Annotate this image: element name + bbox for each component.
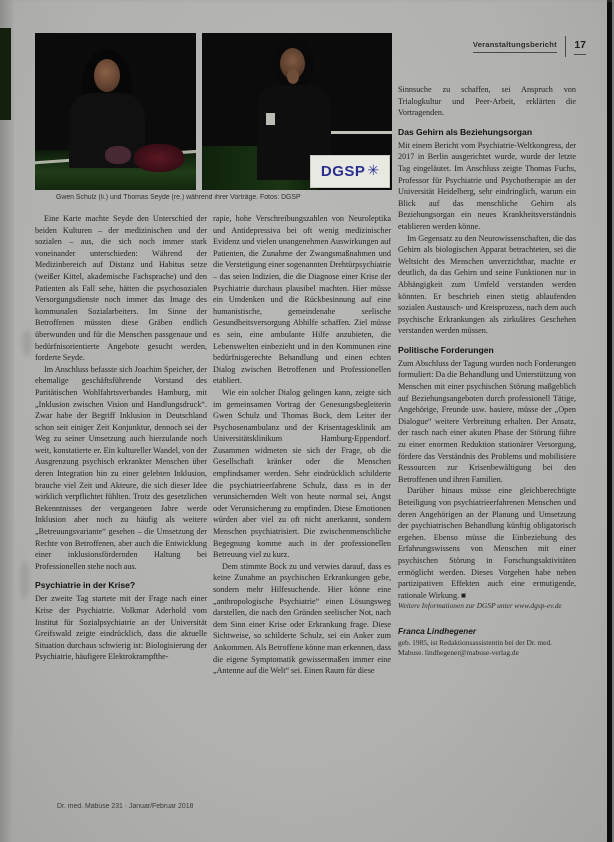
body-paragraph: Im Gegensatz zu den Neurowissenschaften, die das Gehirn als biologischen Apparat betrachteten, sei die Weltsicht des Menschen unverzichtbar, machte er deutlich, da das Gehirn und seine Funktionen nur in Abhängigkeit zum Umfeld verstanden werden könnten. Er beschrieb einen stetig ablaufenden sozialen Austausch- und Kreisprozess, nach dem auch psychische Erkrankungen als zirkuläres Geschehen verstanden werden müssen. [398, 233, 576, 336]
author-block [398, 626, 576, 657]
scan-left-edge [0, 0, 14, 842]
header-divider [565, 36, 567, 57]
text-column-3 [398, 84, 576, 657]
photo-thomas-seyde [202, 33, 392, 190]
photo-caption: Gwen Schulz (li.) und Thomas Seyde (re.) während ihrer Vorträge. Fotos: DGSP [56, 194, 301, 201]
subheading-gehirn-als-beziehungsorgan: Das Gehirn als Beziehungsorgan [398, 126, 533, 137]
body-paragraph: Der zweite Tag startete mit der Frage nach einer Krise der Psychiatrie. Volkmar Aderhold vom Institut für Sozialpsychiatrie an der Universität Greifswald zeigte eindrücklich, dass die aktuelle Situation durchaus schwierig ist: Biologisierung der Psychiatrie, häufigere Elektrokrampfthe- [35, 594, 207, 662]
text-column-2 [213, 213, 391, 677]
dgsp-star-icon: ✳ [367, 163, 380, 179]
speaker-face [94, 59, 120, 92]
imprint-line: Dr. med. Mabuse 231 · Januar/Februar 2018 [57, 803, 194, 810]
body-paragraph: rapie, hohe Verschreibungszahlen von Neuroleptika und Antidepressiva bei oft wenig medizinischer Evidenz und vielen unangenehmen Auswirkungen auf Patienten, die Zunahme der Zwangsmaßnahmen und die Verstetigung einer sogenannten Drehtürpsychiatrie – das seien Indizien, die die Diagnose einer Krise der Psychiatrie durchaus plausibel machten. Hier müsse ein Umdenken und die Rückbesinnung auf eine humanistische, gemeindenahe seelische Gesundheitsversorgung Abhilfe schaffen. Ziel müsse es sein, eine ambulante Hilfe anzubieten, die Lebenswelten einbezieht und in den Kommunen eine bedürfnisgerechte Behandlung und einen echten Dialog zwischen Betroffenen und Professionellen etabliert. [213, 214, 391, 386]
body-paragraph: Mit einem Bericht vom Psychiatrie-Weltkongress, der 2017 in Berlin ausgerichtet wurde, wurde der letzte Tag eingeläutet. Im Anschluss zeigte Thomas Fuchs, Professor für Psychiatrie und Psychotherapie an der Universität Heidelberg, sehr eindringlich, warum ein Blick auf das menschliche Gehirn als Beziehungsorgan ein neues Krankheitsverständnis etablieren werden könne. [398, 140, 576, 231]
dgsp-logo-text: DGSP [320, 163, 366, 180]
body-paragraph: Wie ein solcher Dialog gelingen kann, zeigte sich im gemeinsamen Vortrag der Genesungsbegleiterin Gwen Schulz und Thomas Bock, dem Leiter der Psychosenambulanz und der Krisentagesklinik am Universitätsklinikum Hamburg-Eppendorf. Zusammen widmeten sie sich der Frage, ob die Gesellschaft kränker oder die Menschen empfindsamer werden. Sehr eindrücklich schilderte die psychiatrieerfahrene Schulz, dass es in der verunsichernden Welt von heute normal sei, Angst oder Verunsicherung zu empfinden. Diese Emotionen würden aber viel zu oft nicht anerkannt, sondern Menschen psychiatrisiert. Die zwischenmenschliche Begegnung komme auch in der professionellen Betreuung viel zu kurz. [213, 387, 391, 560]
section-label: Veranstaltungsbericht [473, 40, 557, 53]
adjacent-page-sliver [0, 28, 11, 120]
further-info-note: Weitere Informationen zur DGSP unter www.dgsp-ev.de [398, 601, 562, 611]
text-column-1 [35, 213, 207, 663]
body-paragraph: Im Anschluss befasste sich Joachim Speicher, der ehemalige geschäftsführende Vorstand des Paritätischen Wohlfahrtsverbandes Hamburg, mit „Inklusion zwischen Vision und Handlungsdruck“. Zwar habe der Begriff Inklusion in Deutschland schon seit einiger Zeit Konjunktur, dennoch sei der Weg zu seiner Umsetzung auch hierzulande noch weit, konstatierte er. Ein kultureller Wandel, von der Ausgrenzung psychisch erkrankter Menschen über deren Integration hin zu einer gelebten Inklusion, brauche viel Zeit und Akteure, die sich dieser Idee wirklich verpflichtet fühlten. Trotz des gesetzlichen Bekenntnisses der vergangenen Jahre werde Inklusion aber noch zu häufig als weitere „Betreuungsvariante“ gesehen – die Umsetzung der Rechte von Betroffenen, aber auch die Entwicklung einer inklusionsfördernden Haltung bei Professionellen stehe noch aus. [35, 364, 207, 571]
scan-smudge [22, 330, 32, 356]
body-paragraph: Darüber hinaus müsse eine gleichberechtigte Beteiligung von psychiatrieerfahrenen Menschen und deren Angehörigen an der Planung und Umsetzung der psychiatrischen Behandlung künftig obligatorisch ergehen. Ebenso müsse die Einbeziehung des Erfahrungswissens von Menschen mit einer psychischen Störung in Forschungsaktivitäten ermöglicht werden. Dieses Vorgehen habe neben partizipativen Effekten auch eine ermutigende, rationale Wirkung. ■ [398, 486, 576, 600]
photo-flowers [134, 144, 184, 172]
scan-smudge [20, 560, 29, 600]
body-paragraph: Sinnsuche zu schaffen, sei Anspruch von Trialogkultur und Peer-Arbeit, erklärten die Vortragenden. [398, 85, 576, 118]
body-paragraph: Eine Karte machte Seyde den Unterschied der beiden Kulturen – der medizinischen und der sozialen – aus, die sich noch immer stark voneinander unterschieden: Während der Medizinbereich auf Distanz und Habitus setze (weißer Kittel, akademische Fachsprache) und den Patienten als Fall sehe, hätten die psychosozialen Versorgungsdienste noch immer das Image des kommunalen Sozialarbeiters. Im Sinne der Betroffenen müssten diese Gräben endlich überwunden und für die Menschen passgenaue und bedürfnisorientierte Angebote gesucht werden, forderte Seyde. [35, 214, 207, 363]
page-header [396, 36, 586, 57]
body-paragraph: Zum Abschluss der Tagung wurden noch Forderungen formuliert: Da die Behandlung und Unterstützung von Menschen mit einer psychischen Störung maßgeblich auf Beziehungsangeboten durch professionell Tätige, Angehörige, Freunde usw. basiere, müsse der „Open Dialogue“ weitere Verbreitung erhalten. Der Ansatz, der rasch nach einer akuten Phase der Störung führe zu einer enormen Reduktion stationärer Versorgung, fördere das Verständnis des Problems und mobilisiere Ressourcen zur Krisenbewältigung bei den Betroffenen und ihren Familien. [398, 358, 576, 484]
name-badge [266, 113, 275, 125]
subheading-psychiatrie-in-der-krise: Psychiatrie in der Krise? [35, 580, 136, 591]
article-photos [35, 33, 392, 190]
scan-top-edge [0, 0, 614, 2]
page-number: 17 [574, 39, 586, 55]
speaker-hand [287, 69, 299, 84]
author-bio: geb. 1985, ist Redaktionsassistentin bei der Dr. med. Mabuse. lindhegener@mabuse-verlag.de [398, 637, 552, 657]
photo-gwen-schulz [35, 33, 196, 190]
author-name: Franca Lindhegener [398, 627, 477, 637]
body-paragraph: Dem stimmte Bock zu und verwies darauf, dass es keine Zunahme an psychischen Erkrankungen gebe, sondern mehr Hilfesuchende. Hier könne eine „anthropologische Psychiatrie“ einen Lösungsweg darstellen, die nach den Gründen seelischer Not, nach dem Sinn einer Krise oder Erkrankung frage. Diese Sichtweise, so schilderte Schulz, sei ein Anker zum Ankommen. Als Betroffene könne man erkennen, dass die eigene Symptomatik gewissermaßen immer eine „Antenne auf die Welt“ sei. Einen Raum für diese [213, 561, 391, 676]
photo-detail [105, 146, 131, 164]
subheading-politische-forderungen: Politische Forderungen [398, 344, 494, 355]
dgsp-logo [310, 155, 390, 188]
